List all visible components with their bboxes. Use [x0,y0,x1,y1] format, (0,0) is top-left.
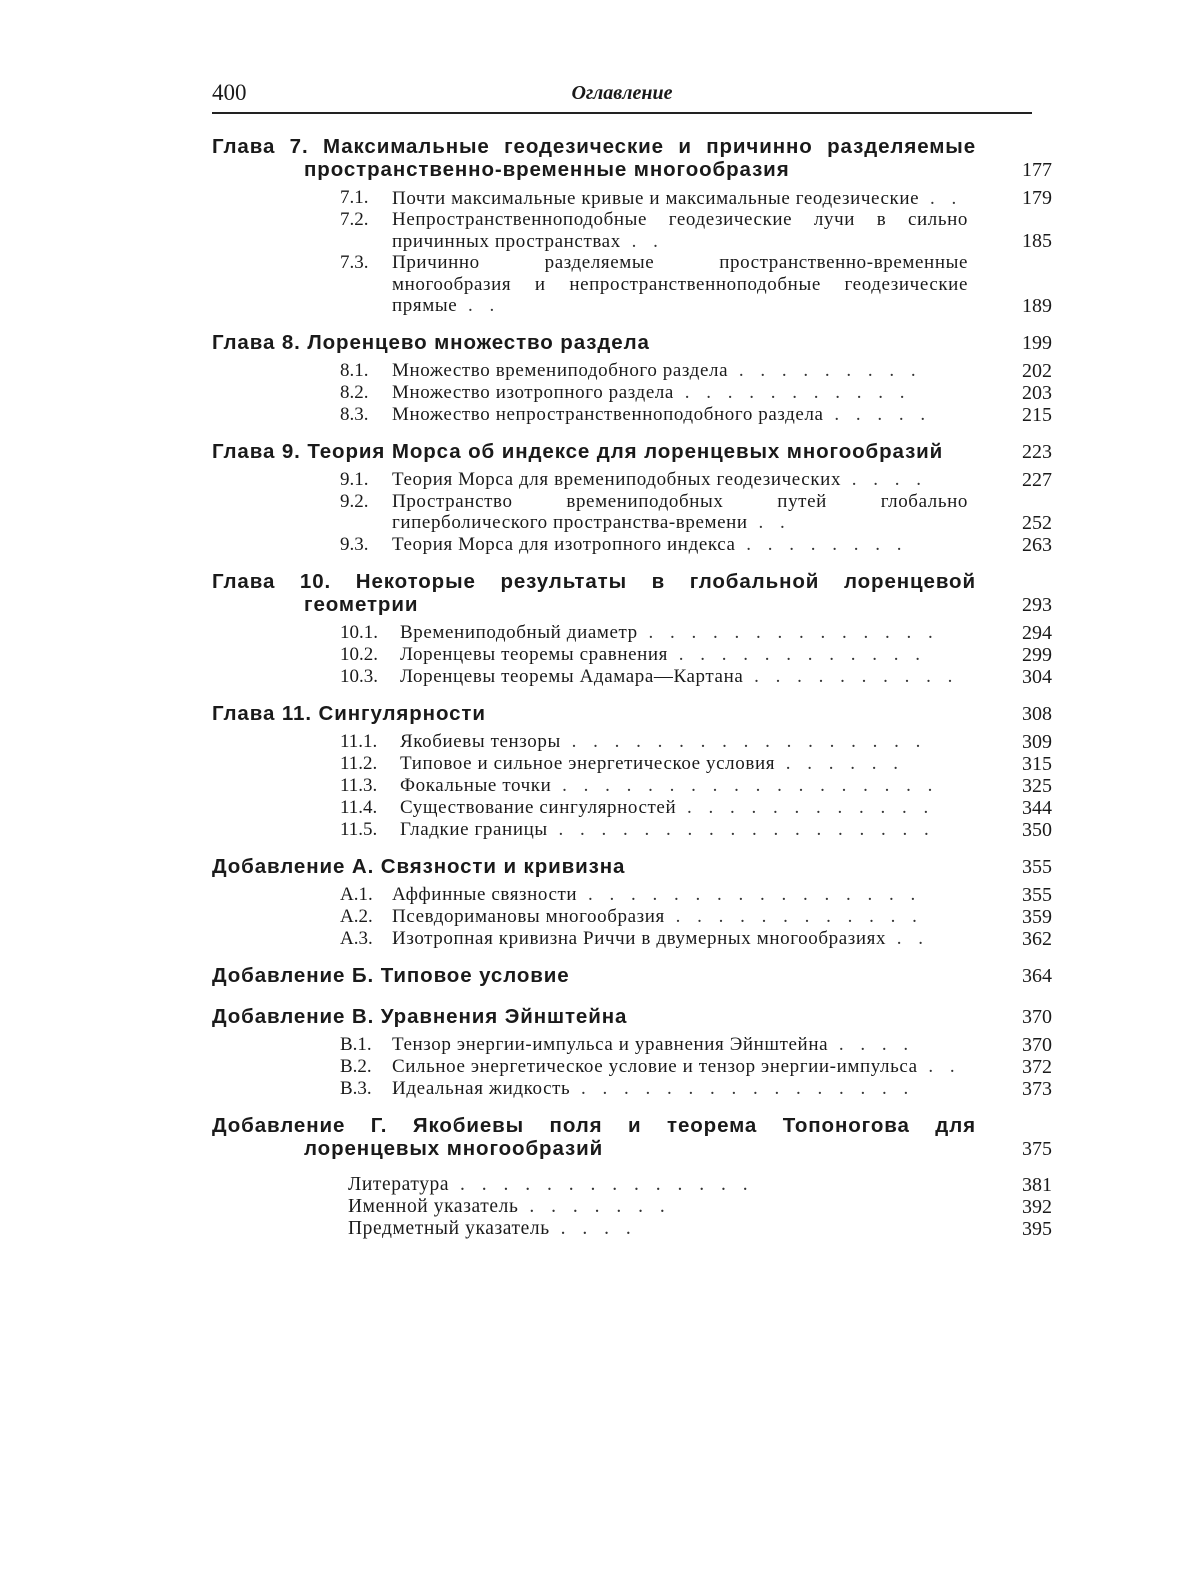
section-number: 7.2. [340,209,369,230]
toc-chapter[interactable] [212,440,1052,463]
toc-back-matter-item[interactable] [212,1174,1052,1196]
section-page-number: 355 [1022,883,1052,906]
section-page-number: 179 [1022,187,1052,209]
leader-dots: . . . . . . . . . . . . . . [637,622,939,643]
section-page-number: 263 [1022,533,1052,556]
toc-section[interactable] [212,360,1052,382]
section-page-number: 325 [1022,774,1052,797]
toc-section[interactable] [212,928,1052,950]
back-matter-title: Именной указатель [348,1196,519,1217]
section-title: Лоренцевы теоремы сравнения [400,644,669,665]
section-title: Тензор энергии-импульса и уравнения Эйнштейна [392,1034,829,1055]
back-matter-title-line [348,1218,1006,1240]
leader-dots: . . . . . . [775,753,905,774]
toc-chapter[interactable] [212,1114,1052,1160]
section-number: 8.1. [340,359,369,381]
section-page-number: 370 [1022,1033,1052,1056]
section-title: Якобиевы тензоры [400,731,561,752]
section-list [212,360,1052,426]
leader-dots: . . . . . . . [518,1196,671,1217]
section-title-line [400,644,1006,666]
section-number: B.3. [340,1077,372,1099]
section-title-line [392,360,1006,382]
section-title: Гладкие границы [400,819,548,840]
section-title-line [392,1078,1006,1100]
leader-dots: . . [917,1056,961,1077]
section-title-line [400,622,1006,644]
leader-dots: . . . . . . . . [735,534,908,555]
toc-section[interactable] [212,731,1052,753]
section-page-number: 362 [1022,927,1052,950]
section-title: Пространство времениподобных путей глобально гиперболического пространства-времени [392,490,968,533]
chapter-page-number: 308 [1022,702,1052,725]
leader-dots: . . [886,928,930,949]
toc-chapter[interactable] [212,702,1052,725]
leader-dots: . . . . . . . . . . [743,666,959,687]
chapter-title: Добавление Г. Якобиевы поля и теорема Топоногова для лоренцевых многообразий [212,1113,976,1160]
toc-section[interactable] [212,1056,1052,1078]
chapter-title: Добавление Б. Типовое условие [212,963,570,987]
chapter-spacer [212,1160,1052,1170]
section-number: 11.4. [340,796,378,818]
section-page-number: 185 [1022,230,1052,252]
toc-back-matter-item[interactable] [212,1196,1052,1218]
back-matter-page-number: 392 [1022,1195,1052,1218]
toc-chapter[interactable] [212,1005,1052,1028]
toc-back-matter-item[interactable] [212,1218,1052,1240]
section-number: A.2. [340,905,373,927]
leader-dots: . . [457,295,501,316]
section-number: 10.3. [340,665,378,687]
toc-section[interactable] [212,1034,1052,1056]
leader-dots: . . [747,512,791,533]
back-matter-title: Литература [348,1174,450,1195]
chapter-title: Глава 9. Теория Морса об индексе для лоренцевых многообразий [212,439,944,463]
leader-dots: . . . . . . . . . [728,360,922,381]
toc-section[interactable] [212,797,1052,819]
chapter-page-number: 177 [1022,159,1052,181]
section-title: Теория Морса для изотропного индекса [392,534,736,555]
section-page-number: 315 [1022,752,1052,775]
section-title: Псевдоримановы многообразия [392,906,665,927]
section-page-number: 252 [1022,511,1052,534]
section-number: 7.3. [340,252,369,273]
table-of-contents [212,135,1052,1240]
toc-section[interactable] [212,469,1052,491]
section-number: A.3. [340,927,373,949]
section-page-number: 359 [1022,905,1052,928]
leader-dots: . . . . . . . . . . . . [676,797,935,818]
section-page-number: 215 [1022,403,1052,426]
toc-section[interactable] [212,906,1052,928]
chapter-page-number: 370 [1022,1005,1052,1028]
toc-section[interactable] [212,753,1052,775]
leader-dots: . . . . . . . . . . . . . . . . . [560,731,927,752]
section-title-line [392,491,1006,534]
section-number: 11.3. [340,774,378,796]
leader-dots: . . . . [828,1034,915,1055]
leader-dots: . . . . . . . . . . . . [664,906,923,927]
toc-section[interactable] [212,382,1052,404]
chapter-title: Добавление А. Связности и кривизна [212,854,626,878]
section-list [212,884,1052,950]
header-rule [212,112,1032,114]
section-title-line [392,469,1006,491]
section-number: 9.3. [340,533,369,555]
section-title: Изотропная кривизна Риччи в двумерных многообразиях [392,928,887,949]
chapter-page-number: 199 [1022,331,1052,354]
section-title-line [400,753,1006,775]
section-page-number: 299 [1022,643,1052,666]
chapter-title: Глава 8. Лоренцево множество раздела [212,330,650,354]
section-title-line [392,1034,1006,1056]
toc-section[interactable] [212,666,1052,688]
back-matter-title: Предметный указатель [348,1218,550,1239]
section-title-line [392,209,1006,252]
toc-section[interactable] [212,534,1052,556]
section-page-number: 227 [1022,468,1052,491]
section-number: 9.2. [340,490,369,512]
section-title: Теория Морса для времениподобных геодезических [392,469,842,490]
back-matter-title-line [348,1196,1006,1218]
section-title: Почти максимальные кривые и максимальные геодезические [392,187,920,209]
leader-dots: . . [620,230,664,252]
toc-section[interactable] [212,491,1052,534]
chapter-spacer [212,987,1052,997]
section-page-number: 294 [1022,621,1052,644]
section-number: 11.2. [340,752,378,774]
chapter-page-number: 355 [1022,855,1052,878]
section-title: Идеальная жидкость [392,1078,571,1099]
section-title-line [392,534,1006,556]
section-page-number: 373 [1022,1077,1052,1100]
toc-section[interactable] [212,622,1052,644]
section-title-line [400,819,1006,841]
toc-chapter[interactable] [212,331,1052,354]
chapter-page-number: 293 [1022,593,1052,616]
section-page-number: 309 [1022,730,1052,753]
section-page-number: 350 [1022,818,1052,841]
back-matter-list [212,1174,1052,1240]
page-number: 400 [212,80,247,105]
leader-dots: . . . . [841,469,928,490]
section-title: Сильное энергетическое условие и тензор энергии-импульса [392,1056,918,1077]
section-number: B.2. [340,1055,372,1077]
toc-section[interactable] [212,209,1052,252]
page-header [212,80,1032,110]
section-title: Фокальные точки [400,775,552,796]
chapter-page-number: 364 [1022,964,1052,987]
section-title: Множество времениподобного раздела [392,360,729,381]
toc-section[interactable] [212,404,1052,426]
chapter-page-number: 375 [1022,1137,1052,1160]
section-number: B.1. [340,1033,372,1055]
section-title-line [400,797,1006,819]
toc-chapter[interactable] [212,135,1052,181]
leader-dots: . . . . . [823,404,932,425]
running-title: Оглавление [571,82,673,104]
chapter-title: Глава 10. Некоторые результаты в глобальной лоренцевой геометрии [212,569,976,616]
leader-dots: . . . . . . . . . . . [673,382,911,403]
section-title: Существование сингулярностей [400,797,677,818]
leader-dots: . . . . . . . . . . . . . . . . . . [551,775,939,796]
section-list [212,469,1052,556]
section-title-line [392,382,1006,404]
section-title-line [392,252,1006,317]
section-number: 7.1. [340,187,369,208]
toc-section[interactable] [212,819,1052,841]
toc-section[interactable] [212,644,1052,666]
section-title-line [392,884,1006,906]
toc-chapter[interactable] [212,855,1052,878]
toc-chapter[interactable] [212,964,1052,987]
toc-section[interactable] [212,1078,1052,1100]
leader-dots: . . . . . . . . . . . . . . [449,1174,754,1195]
leader-dots: . . . . . . . . . . . . [668,644,927,665]
leader-dots: . . [919,187,963,209]
section-list [212,187,1052,317]
section-list [212,622,1052,688]
section-title-line [392,906,1006,928]
chapter-title: Добавление В. Уравнения Эйнштейна [212,1004,628,1028]
section-title: Аффинные связности [392,884,578,905]
section-title: Типовое и сильное энергетическое условия [400,753,776,774]
section-number: 10.1. [340,621,378,643]
toc-chapter[interactable] [212,570,1052,616]
section-title: Множество непространственноподобного раздела [392,404,824,425]
section-title-line [392,188,1006,210]
toc-section[interactable] [212,252,1052,317]
section-number: A.1. [340,883,373,905]
section-title: Времениподобный диаметр [400,622,638,643]
section-page-number: 189 [1022,294,1052,317]
section-page-number: 372 [1022,1055,1052,1078]
section-title: Лоренцевы теоремы Адамара—Картана [400,666,744,687]
leader-dots: . . . . . . . . . . . . . . . . [570,1078,915,1099]
back-matter-page-number: 395 [1022,1217,1052,1240]
section-page-number: 304 [1022,665,1052,688]
section-page-number: 202 [1022,359,1052,382]
section-number: 11.5. [340,818,378,840]
section-list [212,731,1052,841]
leader-dots: . . . . . . . . . . . . . . . . . . [547,819,935,840]
section-title: Причинно разделяемые пространственно-временные многообразия и непространственноподобные геодезические прямые [392,252,968,316]
section-page-number: 344 [1022,796,1052,819]
chapter-page-number: 223 [1022,440,1052,463]
section-number: 10.2. [340,643,378,665]
section-list [212,1034,1052,1100]
leader-dots: . . . . [549,1218,637,1239]
back-matter-page-number: 381 [1022,1173,1052,1196]
section-title-line [392,404,1006,426]
section-page-number: 203 [1022,381,1052,404]
section-number: 8.3. [340,403,369,425]
toc-section[interactable] [212,775,1052,797]
chapter-title: Глава 7. Максимальные геодезические и причинно разделяемые пространственно-временные многообразия [212,135,976,181]
section-title-line [392,928,1006,950]
section-title: Множество изотропного раздела [392,382,674,403]
section-number: 8.2. [340,381,369,403]
section-number: 9.1. [340,468,369,490]
section-title: Непространственноподобные геодезические лучи в сильно причинных пространствах [392,209,968,252]
back-matter-title-line [348,1174,1006,1196]
toc-section[interactable] [212,187,1052,209]
leader-dots: . . . . . . . . . . . . . . . . [577,884,922,905]
toc-section[interactable] [212,884,1052,906]
chapter-title: Глава 11. Сингулярности [212,701,486,725]
section-title-line [400,666,1006,688]
section-title-line [400,731,1006,753]
section-title-line [400,775,1006,797]
section-title-line [392,1056,1006,1078]
section-number: 11.1. [340,730,378,752]
